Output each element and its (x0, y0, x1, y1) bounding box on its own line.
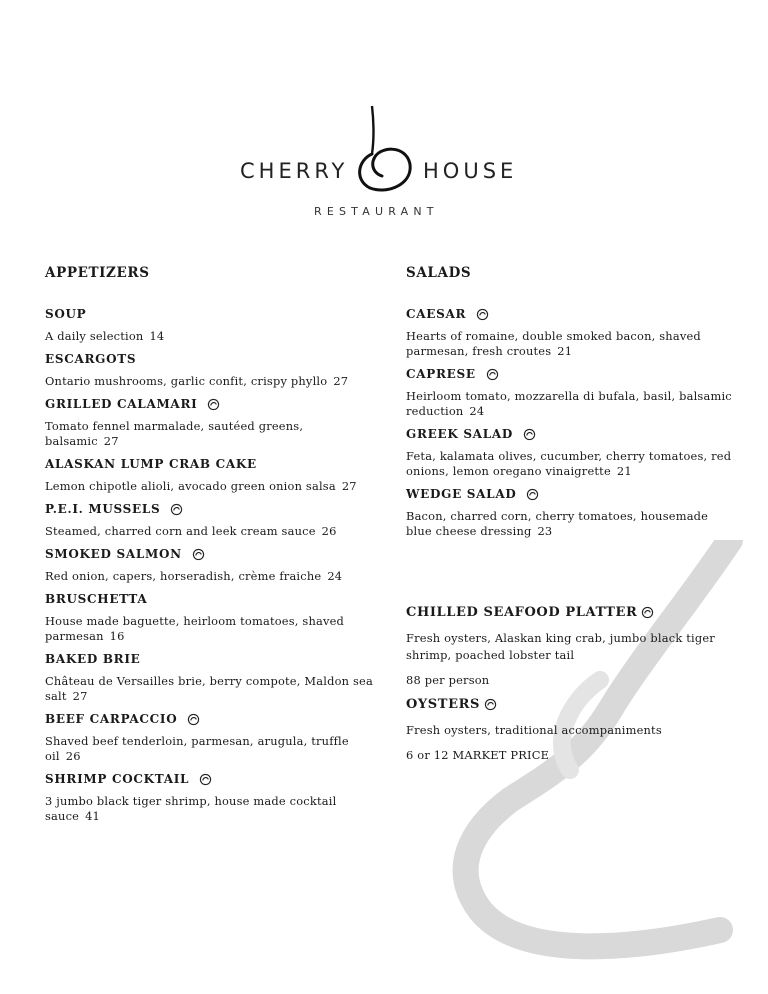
item-price: 27 (72, 689, 88, 703)
item-name: SHRIMP COCKTAIL (45, 772, 190, 786)
gluten-free-icon (484, 698, 497, 711)
item-desc-text: Bacon, charred corn, cherry tomatoes, housemade blue cheese dressing (406, 509, 709, 538)
item-name: ALASKAN LUMP CRAB CAKE (45, 457, 257, 471)
item-name: P.E.I. MUSSELS (45, 502, 161, 516)
item-description (45, 374, 375, 389)
item-desc-text: A daily selection (45, 329, 144, 343)
item-price: 23 (537, 524, 553, 538)
item-name: SMOKED SALMON (45, 547, 182, 561)
item-description (45, 329, 375, 344)
gluten-free-icon (523, 428, 536, 441)
item-desc-text: Heirloom tomato, mozzarella di bufala, basil, balsamic reduction (406, 389, 732, 418)
item-price: 27 (103, 434, 119, 448)
gluten-free-icon (192, 548, 205, 561)
gluten-free-icon (170, 503, 183, 516)
item-description (406, 509, 736, 539)
item-description (406, 389, 736, 419)
menu-item (45, 502, 375, 539)
item-name: CAPRESE (406, 367, 476, 381)
menu-item (45, 712, 375, 764)
item-description (406, 329, 736, 359)
item-price: 26 (65, 749, 81, 763)
item-description (406, 449, 736, 479)
item-description: Fresh oysters, Alaskan king crab, jumbo black tiger shrimp, poached lobster tail (406, 631, 715, 662)
item-price: 14 (149, 329, 165, 343)
item-name: OYSTERS (406, 697, 480, 712)
item-price: 24 (327, 569, 343, 583)
item-desc-text: 3 jumbo black tiger shrimp, house made cocktail sauce (45, 794, 337, 823)
item-price: 16 (109, 629, 125, 643)
item-description (45, 524, 375, 539)
item-description (45, 419, 375, 449)
gluten-free-icon (476, 308, 489, 321)
menu-item (406, 427, 736, 479)
cherry-logo-icon (352, 104, 416, 194)
logo-word-house: HOUSE (423, 159, 518, 183)
item-description: Fresh oysters, traditional accompaniments (406, 723, 662, 737)
item-price: 41 (85, 809, 100, 823)
salads-column (406, 265, 736, 772)
item-price: 88 per person (406, 673, 490, 687)
item-name: WEDGE SALAD (406, 487, 517, 501)
gluten-free-icon (486, 368, 499, 381)
item-price: 27 (333, 374, 349, 388)
gluten-free-icon (526, 488, 539, 501)
seafood-platter-item (406, 605, 736, 689)
item-price: 6 or 12 MARKET PRICE (406, 748, 550, 762)
item-name: BAKED BRIE (45, 652, 141, 666)
logo-subtitle: RESTAURANT (314, 205, 439, 218)
item-price: 21 (557, 344, 573, 358)
item-desc-text: House made baguette, heirloom tomatoes, shaved parmesan (45, 614, 345, 643)
gluten-free-icon (207, 398, 220, 411)
item-description (45, 734, 375, 764)
menu-item (45, 592, 375, 644)
section-title-salads: SALADS (406, 265, 472, 281)
item-description (45, 794, 375, 824)
item-description (45, 569, 375, 584)
item-description (45, 674, 375, 704)
item-desc-text: Ontario mushrooms, garlic confit, crispy phyllo (45, 374, 328, 388)
item-name: SOUP (45, 307, 87, 321)
item-desc-text: Lemon chipotle alioli, avocado green onion salsa (45, 479, 336, 493)
item-price: 24 (469, 404, 485, 418)
item-name: BEEF CARPACCIO (45, 712, 178, 726)
item-price: 26 (321, 524, 337, 538)
logo-word-cherry: CHERRY (240, 159, 349, 183)
menu-item (45, 652, 375, 704)
oysters-item (406, 697, 736, 764)
item-desc-text: Red onion, capers, horseradish, crème fraiche (45, 569, 322, 583)
menu-item (406, 307, 736, 359)
item-desc-text: Tomato fennel marmalade, sautéed greens, balsamic (45, 419, 304, 448)
item-name: GRILLED CALAMARI (45, 397, 198, 411)
item-price: 27 (341, 479, 357, 493)
item-name: ESCARGOTS (45, 352, 137, 366)
appetizers-list (45, 307, 375, 824)
item-name: GREEK SALAD (406, 427, 513, 441)
menu-item (45, 307, 375, 344)
gluten-free-icon (641, 606, 654, 619)
item-description (45, 614, 375, 644)
item-desc-text: Hearts of romaine, double smoked bacon, shaved parmesan, fresh croutes (406, 329, 701, 358)
gluten-free-icon (199, 773, 212, 786)
item-name: BRUSCHETTA (45, 592, 148, 606)
item-desc-text: Feta, kalamata olives, cucumber, cherry tomatoes, red onions, lemon oregano vinaigrette (406, 449, 732, 478)
menu-item (45, 547, 375, 584)
appetizers-column (45, 265, 375, 832)
item-price: 21 (616, 464, 632, 478)
menu-item (45, 772, 375, 824)
item-name: CAESAR (406, 307, 467, 321)
item-desc-text: Steamed, charred corn and leek cream sauce (45, 524, 316, 538)
item-desc-text: Shaved beef tenderloin, parmesan, arugula, truffle oil (45, 734, 349, 763)
gluten-free-icon (187, 713, 200, 726)
restaurant-logo (0, 0, 768, 240)
menu-item (45, 457, 375, 494)
item-name: CHILLED SEAFOOD PLATTER (406, 605, 638, 620)
menu-item (45, 397, 375, 449)
section-title-appetizers: APPETIZERS (45, 265, 150, 281)
salads-list (406, 307, 736, 539)
menu-item (406, 487, 736, 539)
item-description (45, 479, 375, 494)
item-desc-text: Château de Versailles brie, berry compote, Maldon sea salt (45, 674, 373, 703)
menu-item (45, 352, 375, 389)
menu-item (406, 367, 736, 419)
